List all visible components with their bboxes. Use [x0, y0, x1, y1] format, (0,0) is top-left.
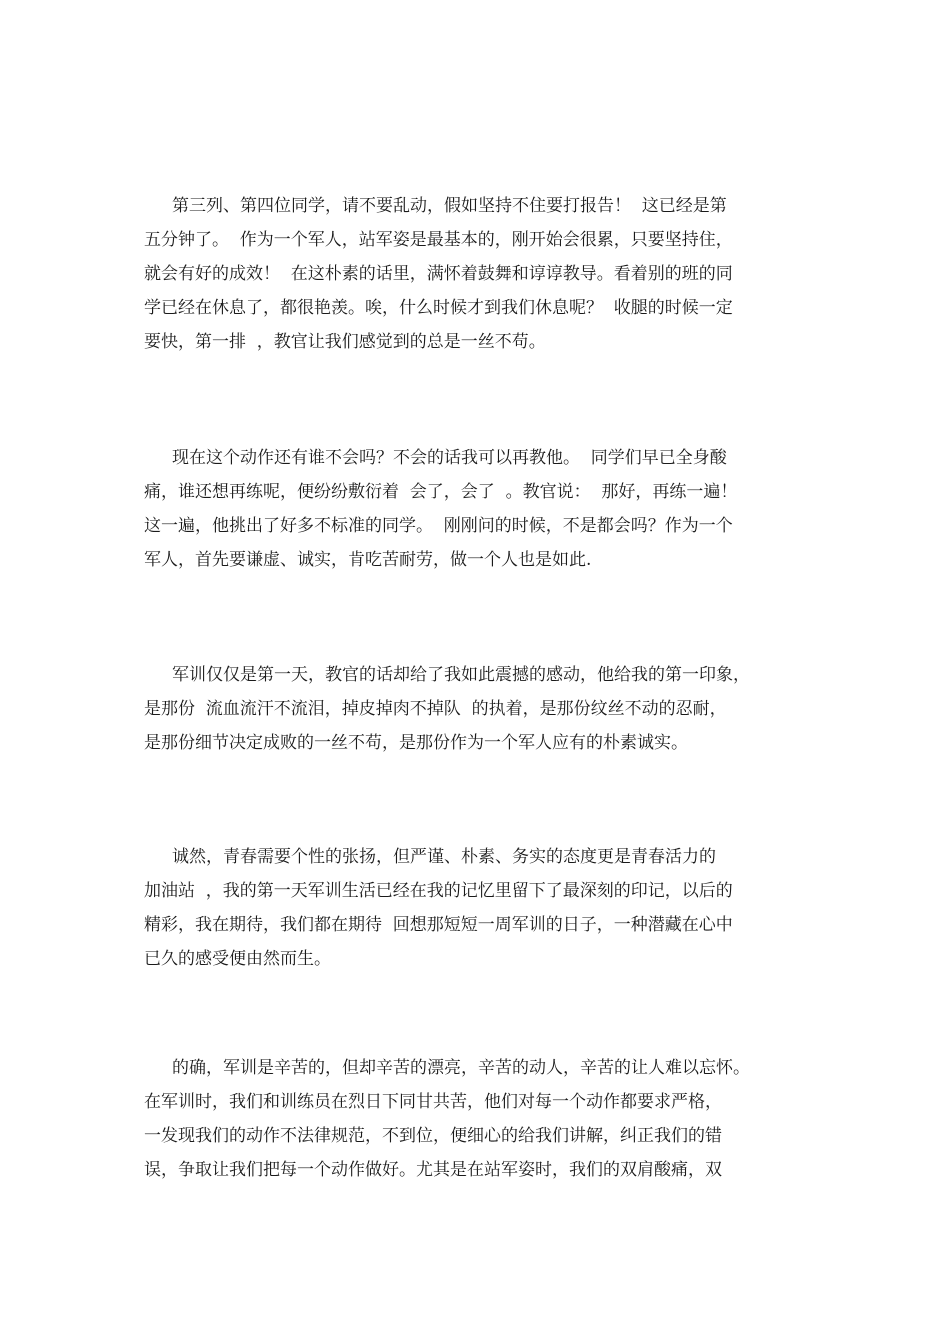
paragraph-line: 就会有好的成效！ 在这朴素的话里，满怀着鼓舞和谆谆教导。看着别的班的同	[144, 264, 733, 284]
paragraph-line: 五分钟了。 作为一个军人，站军姿是最基本的，刚开始会很累，只要坚持住，	[144, 230, 733, 250]
paragraph-2	[144, 441, 824, 577]
paragraph-3	[144, 658, 824, 760]
paragraph-1	[144, 189, 824, 359]
paragraph-4	[144, 840, 824, 976]
paragraph-5	[144, 1051, 824, 1187]
paragraph-line: 军训仅仅是第一天，教官的话却给了我如此震撼的感动，他给我的第一印象，	[172, 665, 750, 685]
paragraph-line: 学已经在休息了，都很艳羡。唉，什么时候才到我们休息呢？ 收腿的时候一定	[144, 298, 733, 318]
paragraph-line: 一发现我们的动作不法律规范，不到位，便细心的给我们讲解，纠正我们的错	[144, 1126, 722, 1146]
paragraph-line: 精彩，我在期待，我们都在期待 回想那短短一周军训的日子，一种潜藏在心中	[144, 915, 733, 935]
paragraph-line: 现在这个动作还有谁不会吗？不会的话我可以再教他。 同学们早已全身酸	[172, 448, 727, 468]
paragraph-line: 痛，谁还想再练呢，便纷纷敷衍着 会了，会了 。教官说： 那好，再练一遍！	[144, 482, 738, 502]
paragraph-line: 的确，军训是辛苦的，但却辛苦的漂亮，辛苦的动人，辛苦的让人难以忘怀。	[172, 1058, 750, 1078]
paragraph-line: 加油站 ，我的第一天军训生活已经在我的记忆里留下了最深刻的印记，以后的	[144, 881, 733, 901]
paragraph-line: 诚然，青春需要个性的张扬，但严谨、朴素、务实的态度更是青春活力的	[172, 847, 716, 867]
paragraph-line: 这一遍，他挑出了好多不标准的同学。 刚刚问的时候，不是都会吗？作为一个	[144, 516, 733, 536]
paragraph-line: 第三列、第四位同学，请不要乱动，假如坚持不住要打报告！ 这已经是第	[172, 196, 727, 216]
paragraph-line: 误，争取让我们把每一个动作做好。尤其是在站军姿时，我们的双肩酸痛，双	[144, 1160, 722, 1180]
paragraph-line: 军人，首先要谦虚、诚实，肯吃苦耐劳，做一个人也是如此.	[144, 550, 592, 570]
paragraph-line: 是那份细节决定成败的一丝不苟，是那份作为一个军人应有的朴素诚实。	[144, 733, 688, 753]
paragraph-line: 已久的感受便由然而生。	[144, 949, 331, 969]
paragraph-line: 要快，第一排 ，教官让我们感觉到的总是一丝不苟。	[144, 332, 546, 352]
paragraph-line: 在军训时，我们和训练员在烈日下同甘共苦，他们对每一个动作都要求严格，	[144, 1092, 722, 1112]
paragraph-line: 是那份 流血流汗不流泪，掉皮掉肉不掉队 的执着，是那份纹丝不动的忍耐，	[144, 699, 727, 719]
